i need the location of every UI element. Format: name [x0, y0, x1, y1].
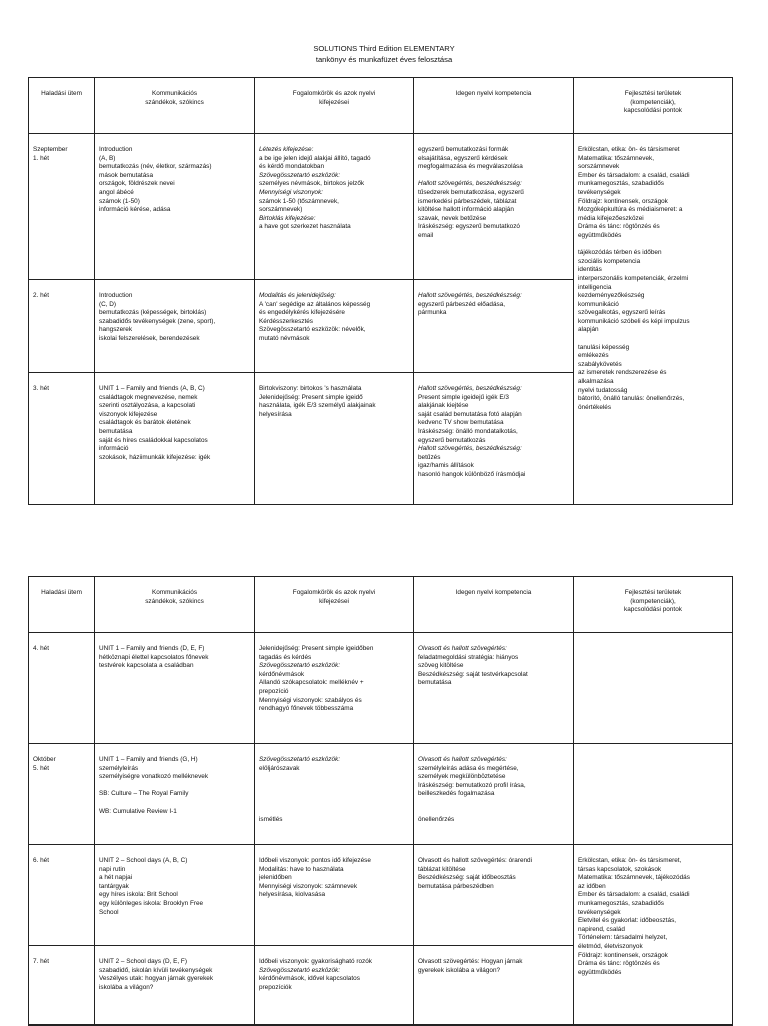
cell-line: kommunikáció szóbeli és képi impulzus	[578, 317, 690, 325]
cell-line: UNIT 1 – Family and friends (A, B, C)	[99, 385, 205, 392]
cell-line: UNIT 2 – School days (A, B, C)	[99, 857, 188, 864]
concepts-cell	[255, 373, 414, 505]
cell-line: egy híres iskola: Brit School	[99, 891, 178, 899]
cell-line: szöveg kitöltése	[418, 662, 464, 670]
cell-line: pármunka	[418, 309, 447, 317]
cell-line: alakjának kiejtése	[418, 402, 469, 410]
cell-line: feladatmegoldási stratégia: hiányos	[418, 653, 519, 661]
cell-line: tantárgyak	[99, 882, 129, 890]
cell-line: 7. hét	[33, 958, 49, 965]
cell-line: Hallott szövegértés, beszédkészség:	[418, 292, 522, 299]
cell-line: számok 1-50 (tőszámnevek,	[259, 197, 339, 205]
cell-line: Földrajz: kontinensek, országok	[578, 951, 668, 959]
cell-line: rendhagyó főnevek többesszáma	[259, 705, 354, 713]
cell-line: Hallott szövegértés, beszédkészség:	[418, 445, 522, 453]
development-cell-empty	[574, 633, 733, 744]
table-row	[29, 134, 733, 280]
table-header-row	[29, 78, 733, 134]
cell-line: SB: Culture – The Royal Family	[99, 790, 189, 798]
pace-cell	[29, 744, 95, 845]
pace-cell	[29, 946, 95, 1025]
cell-line: Időbeli viszonyok: gyakoriságható rozók	[259, 958, 372, 965]
cell-line: együttműködés	[578, 968, 622, 976]
cell-line: Beszédkészség: saját testvérkapcsolat	[418, 670, 528, 678]
cell-line: napi rutin	[99, 865, 126, 873]
communicative-cell	[95, 845, 255, 946]
cell-line: a hét napjai	[99, 874, 133, 882]
cell-line: Beszédkészség: saját időbeosztás	[418, 874, 516, 882]
cell-line: UNIT 1 – Family and friends (G, H)	[99, 756, 198, 763]
cell-line: életmód, életviszonyok	[578, 942, 643, 950]
cell-line: családtagok és barátok életének	[99, 419, 191, 427]
competence-cell	[414, 373, 574, 505]
cell-line: viszonyok kifejezése	[99, 410, 158, 418]
cell-line: A 'can' segédige az általános képesség	[259, 300, 371, 308]
cell-line: Jelenidejűség: Present simple igeidő	[259, 393, 363, 401]
cell-line: információ	[99, 445, 129, 453]
cell-line: Állandó szókapcsolatok: melléknév +	[259, 679, 364, 687]
cell-line: Földrajz: kontinensek, országok	[578, 197, 668, 205]
cell-line: iskolába a világon?	[99, 983, 154, 991]
cell-line: identitás	[578, 266, 602, 274]
plan-table-2	[28, 576, 733, 1026]
cell-line: testvérek kapcsolata a családban	[99, 662, 194, 670]
cell-line: sorszámnevek	[578, 163, 620, 171]
cell-line: Szövegösszetartó eszközök:	[259, 966, 340, 974]
cell-line: egyszerű párbeszéd előadása,	[418, 300, 506, 308]
cell-line: megfogalmazása és megválaszolása	[418, 163, 523, 171]
concepts-cell	[255, 280, 414, 373]
concepts-cell	[255, 134, 414, 280]
cell-line: helyesírása, kiolvasása	[259, 891, 326, 899]
cell-line: Életvitel és gyakorlat: időbeosztás,	[578, 917, 677, 925]
competence-cell	[414, 845, 574, 946]
cell-line: Időbeli viszonyok: pontos idő kifejezése	[259, 857, 371, 864]
cell-line: Íráskészség: egyszerű bemutatkozó	[418, 223, 520, 231]
cell-line: elsajátítása, egyszerű kérdések	[418, 154, 508, 162]
cell-line: tagadás és kérdés	[259, 653, 312, 661]
cell-line: és engedélykérés kifejezésére	[259, 309, 345, 317]
communicative-cell	[95, 280, 255, 373]
header-communicative: Kommunikációs szándékok, szókincs	[95, 78, 255, 134]
cell-line: (A, B)	[99, 154, 116, 162]
document-title-line1: SOLUTIONS Third Edition ELEMENTARY	[313, 44, 455, 53]
cell-line: 5. hét	[33, 764, 49, 772]
header-concepts: Fogalomkörök és azok nyelvi kifejezései	[255, 78, 414, 134]
cell-line: intelligencia	[578, 283, 612, 291]
cell-line: Matematika: tőszámnevek, tájékozódás	[578, 874, 690, 882]
cell-line: egyszerű bemutatkozási formák	[418, 146, 509, 153]
header-competence: Idegen nyelvi kompetencia	[414, 577, 574, 633]
development-cell	[574, 134, 733, 505]
cell-line	[418, 172, 570, 181]
table-row	[29, 633, 733, 744]
competence-cell	[414, 946, 574, 1025]
cell-line: Birtokviszony: birtokos 's használata	[259, 385, 362, 392]
cell-line: Dráma és tánc: rögtönzés és	[578, 960, 660, 968]
competence-cell	[414, 744, 574, 845]
cell-line: kommunikáció	[578, 300, 619, 308]
communicative-cell-empty	[95, 1025, 255, 1026]
cell-line: Jelenidejűség: Present simple igeidőben	[259, 645, 374, 652]
cell-line: saját család bemutatása fotó alapján	[418, 410, 522, 418]
header-concepts: Fogalomkörök és azok nyelvi kifejezései	[255, 577, 414, 633]
communicative-cell	[95, 744, 255, 845]
cell-line: a be ige jelen idejű alakjai állító, tagadó	[259, 154, 371, 162]
concepts-cell	[255, 633, 414, 744]
cell-line: Szeptember	[33, 146, 68, 153]
cell-line	[259, 773, 410, 782]
cell-line: egyszerű bemutatkozás	[418, 436, 486, 444]
cell-line	[99, 799, 251, 808]
pace-cell	[29, 373, 95, 505]
cell-line: nyelvi tudatosság	[578, 386, 628, 394]
cell-line: személyleírás	[99, 764, 139, 772]
cell-line: együttműködés	[578, 231, 622, 239]
cell-line: Létezés kifejezése:	[259, 146, 314, 153]
cell-line: Erkölcstan, etika: ön- és társismeret	[578, 146, 680, 153]
cell-line: az ismeretek rendszerezése és	[578, 369, 667, 377]
cell-line: Dráma és tánc: rögtönzés és	[578, 223, 660, 231]
cell-line: szokások, háziimunkák kifejezése: igék	[99, 453, 211, 461]
table-row	[29, 845, 733, 946]
cell-line: 4. hét	[33, 645, 49, 652]
cell-line: angol ábécé	[99, 188, 134, 196]
cell-line: Modalitás: have to használata	[259, 865, 344, 873]
cell-line: bemutatása párbeszédben	[418, 882, 494, 890]
cell-line: Ember és társadalom: a család, családi	[578, 171, 690, 179]
cell-line: 6. hét	[33, 857, 49, 864]
header-pace: Haladási ütem	[29, 78, 95, 134]
concepts-cell	[255, 946, 414, 1025]
cell-line	[578, 335, 729, 344]
communicative-cell	[95, 633, 255, 744]
cell-line: Szövegösszetartó eszközök:	[259, 662, 340, 670]
header-competence: Idegen nyelvi kompetencia	[414, 78, 574, 134]
development-cell	[574, 845, 733, 1025]
header-development: Fejlesztési területek (kompetenciák), kapcsolódási pontok	[574, 78, 733, 134]
cell-line: munkamegosztás, szabadidős	[578, 180, 664, 188]
cell-line: (C, D)	[99, 300, 117, 308]
pace-cell-empty	[29, 1025, 95, 1026]
cell-line: szociális kompetencia	[578, 257, 641, 265]
cell-line: Október	[33, 756, 56, 763]
cell-line: alapján	[578, 326, 599, 334]
cell-line: személyes névmások, birtokos jelzők	[259, 180, 365, 188]
cell-line: 1. hét	[33, 154, 49, 162]
cell-line: bátorító, önálló tanulás: önellenőrzés,	[578, 395, 685, 403]
cell-line: emlékezés	[578, 352, 609, 360]
header-development: Fejlesztési területek (kompetenciák), kapcsolódási pontok	[574, 577, 733, 633]
cell-line: kedvenc TV show bemutatása	[418, 419, 504, 427]
cell-line: 2. hét	[33, 292, 49, 299]
cell-line: kitöltése hallott információ alapján	[418, 206, 514, 214]
cell-line: szabálykövetés	[578, 360, 622, 368]
cell-line: Szövegösszetartó eszközök:	[259, 756, 340, 763]
header-pace: Haladási ütem	[29, 577, 95, 633]
cell-line: napirend, család	[578, 925, 625, 933]
cell-line: kezdeményezőkészség	[578, 292, 645, 300]
header-communicative: Kommunikációs szándékok, szókincs	[95, 577, 255, 633]
cell-line	[259, 782, 410, 791]
table-row	[29, 1025, 733, 1026]
cell-line: prepozíció	[259, 687, 289, 695]
cell-line	[418, 799, 570, 808]
cell-line: munkamegosztás, szabadidős	[578, 899, 664, 907]
cell-line: Íráskészség: bemutatkozó profil írása,	[418, 781, 526, 789]
document-title	[0, 43, 768, 65]
concepts-cell-empty	[255, 1025, 414, 1026]
concepts-cell	[255, 744, 414, 845]
cell-line: szabadidő, iskolán kívüli tevékenységek	[99, 966, 213, 974]
cell-line	[578, 241, 729, 250]
cell-line: Mennyiségi viszonyok:	[259, 188, 323, 196]
cell-line: bemutatkozás (név, életkor, származás)	[99, 163, 212, 171]
cell-line: kérdőnévmások	[259, 670, 305, 678]
cell-line: Szövegösszetartó eszközök:	[259, 171, 340, 179]
cell-line: Mennyiségi viszonyok: szabályos és	[259, 696, 362, 704]
cell-line: Olvasott és hallott szövegértés: órarendi	[418, 857, 533, 864]
cell-line: ismétlés	[259, 816, 283, 824]
cell-line	[99, 782, 251, 791]
cell-line: School	[99, 908, 119, 916]
cell-line: UNIT 2 – School days (D, E, F)	[99, 958, 187, 965]
cell-line: Mennyiségi viszonyok: számnevek	[259, 882, 358, 890]
cell-line: társas kapcsolatok, szokások	[578, 865, 662, 873]
table-header-row	[29, 577, 733, 633]
cell-line: tevékenységek	[578, 908, 621, 916]
cell-line: bemutatása	[418, 679, 452, 687]
concepts-cell	[255, 845, 414, 946]
cell-line: táblázat kitöltése	[418, 865, 466, 873]
plan-table-1	[28, 77, 733, 505]
cell-line: a have got szerkezet használata	[259, 223, 351, 231]
cell-line: szerinti osztályozása, a kapcsolati	[99, 402, 196, 410]
cell-line: Hallott szövegértés, beszédkészség:	[418, 180, 522, 188]
cell-line: egy különleges iskola: Brooklyn Free	[99, 899, 204, 907]
cell-line: hasonló hangok különböző írásmódjai	[418, 470, 526, 478]
cell-line: mások bemutatása	[99, 171, 153, 179]
cell-line: email	[418, 231, 434, 239]
cell-line	[259, 799, 410, 808]
cell-line: interperszonális kompetenciák, érzelmi	[578, 274, 689, 282]
cell-line: családtagok megnevezése, nemek	[99, 393, 198, 401]
cell-line: Hallott szövegértés, beszédkészség:	[418, 385, 522, 392]
cell-line: prepozíciók	[259, 983, 292, 991]
cell-line: tűsedzerek bemutatkozása, egyszerű	[418, 188, 524, 196]
pace-cell	[29, 845, 95, 946]
cell-line: Veszélyes utak: hogyan járnak gyerekek	[99, 975, 214, 983]
cell-line: bemutatása	[99, 427, 133, 435]
cell-line: gyerekek iskolába a világon?	[418, 966, 501, 974]
communicative-cell	[95, 946, 255, 1025]
cell-line: Matematika: tőszámnevek,	[578, 154, 655, 162]
pace-cell	[29, 134, 95, 280]
cell-line: Mozgóképkultúra és médiaismeret: a	[578, 206, 683, 214]
competence-cell	[414, 134, 574, 280]
cell-line: országok, földrészek nevei	[99, 180, 175, 188]
cell-line: Present simple igeidejű igék E/3	[418, 393, 509, 401]
cell-line: Olvasott és hallott szövegértés:	[418, 645, 507, 652]
cell-line: kérdőnévmások, idővel kapcsolatos	[259, 975, 360, 983]
cell-line: személyleírás adása és megértése,	[418, 764, 519, 772]
cell-line: jelenidőben	[259, 874, 292, 882]
cell-line: tanulási képesség	[578, 343, 630, 351]
cell-line: ismerkedési párbeszédek, táblázat	[418, 197, 517, 205]
cell-line: Történelem: társadalmi helyzet,	[578, 934, 668, 942]
cell-line: hétköznapi élettel kapcsolatos főnevek	[99, 653, 209, 661]
table-row	[29, 744, 733, 845]
cell-line: igaz/hamis állítások	[418, 462, 474, 470]
pace-cell	[29, 280, 95, 373]
cell-line: sorszámnevek)	[259, 206, 303, 214]
competence-cell-empty	[414, 1025, 574, 1026]
cell-line: hangszerek	[99, 326, 133, 334]
cell-line: tevékenységek	[578, 188, 621, 196]
cell-line: használata, igék E/3 személyű alakjainak	[259, 402, 376, 410]
cell-line: 3. hét	[33, 385, 49, 392]
cell-line: iskolai felszerelések, berendezések	[99, 334, 200, 342]
cell-line: beilleszkedés fogalmazása	[418, 790, 495, 798]
cell-line: információ kérése, adása	[99, 206, 171, 214]
competence-cell	[414, 280, 574, 373]
communicative-cell	[95, 134, 255, 280]
cell-line: Ember és társadalom: a család, családi	[578, 891, 690, 899]
cell-line: Íráskészség: önálló mondatalkotás,	[418, 427, 518, 435]
cell-line: betűzés	[418, 453, 441, 461]
cell-line: Olvasott szövegértés: Hogyan járnak	[418, 958, 523, 965]
cell-line	[259, 790, 410, 799]
cell-line: tájékozódás térben és időben	[578, 249, 662, 257]
communicative-cell	[95, 373, 255, 505]
cell-line: személyek megkülönböztetése	[418, 773, 506, 781]
pace-cell	[29, 633, 95, 744]
cell-line: szabadidős tevékenységek (zene, sport),	[99, 317, 216, 325]
cell-line: Introduction	[99, 292, 133, 299]
cell-line: Szövegösszetartó eszközök: névelők,	[259, 326, 366, 334]
cell-line	[418, 808, 570, 817]
cell-line: személyiségre vonatkozó melléknevek	[99, 773, 209, 781]
cell-line: helyesírása	[259, 410, 292, 418]
cell-line: Kérdésszerkesztés	[259, 317, 313, 325]
cell-line	[259, 808, 410, 817]
cell-line: Introduction	[99, 146, 133, 153]
document-title-line2: tankönyv és munkafüzet éves felosztása	[315, 55, 453, 64]
cell-line: elöljárószavak	[259, 764, 300, 772]
cell-line: számok (1-50)	[99, 197, 140, 205]
cell-line: önellenőrzés	[418, 816, 455, 824]
cell-line: Erkölcstan, etika: ön- és társismeret,	[578, 857, 682, 864]
cell-line: Modalitás és jelenidejűség:	[259, 292, 336, 299]
cell-line: szövegalkotás, egyszerű leírás	[578, 309, 666, 317]
cell-line: szavak, nevek betűzése	[418, 214, 487, 222]
competence-cell	[414, 633, 574, 744]
cell-line: saját és híres családokkal kapcsolatos	[99, 436, 208, 444]
cell-line: Olvasott és hallott szövegértés:	[418, 756, 507, 763]
development-cell-empty	[574, 1025, 733, 1026]
cell-line: az időben	[578, 882, 606, 890]
cell-line: önértékelés	[578, 403, 612, 411]
development-cell-empty	[574, 744, 733, 845]
cell-line: Birtoklás kifejezése:	[259, 214, 316, 222]
cell-line: UNIT 1 – Family and friends (D, E, F)	[99, 645, 205, 652]
cell-line: WB: Cumulative Review I-1	[99, 807, 177, 815]
cell-line: alkalmazása	[578, 378, 614, 386]
cell-line: mutató névmások	[259, 334, 310, 342]
cell-line: és kérdő mondatokban	[259, 163, 325, 171]
cell-line: bemutatkozás (képességek, birtoklás)	[99, 309, 207, 317]
cell-line: média kifejezőeszközei	[578, 214, 644, 222]
